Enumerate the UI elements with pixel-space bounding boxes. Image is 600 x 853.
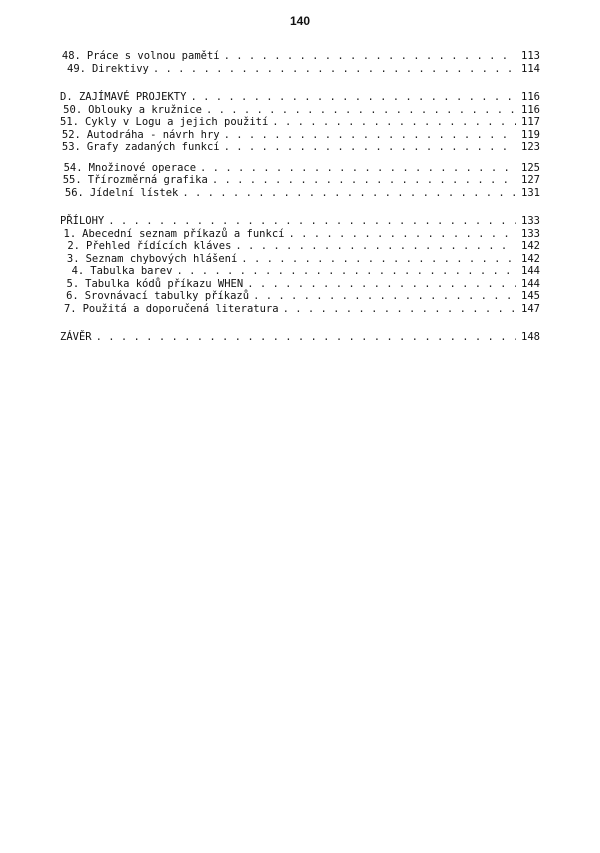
entry-page: 144 xyxy=(521,277,540,290)
dot-leader xyxy=(220,141,516,154)
entry-number: 52. xyxy=(61,128,81,141)
entry-title: Srovnávací tabulky příkazů xyxy=(84,290,250,302)
entry-page: 123 xyxy=(521,141,540,153)
table-of-contents xyxy=(60,50,540,344)
entry-title: Jídelní lístek xyxy=(89,186,179,199)
dot-leader xyxy=(249,290,516,303)
entry-page: 117 xyxy=(521,116,540,128)
toc-entry xyxy=(60,187,540,200)
entry-page: 133 xyxy=(521,227,540,240)
entry-number: 6. xyxy=(66,290,79,302)
entry-page: 131 xyxy=(521,186,540,199)
dot-leader xyxy=(268,116,516,129)
entry-title: Grafy zadaných funkcí xyxy=(86,141,220,153)
entry-page: 113 xyxy=(521,50,540,62)
toc-entry xyxy=(60,228,540,241)
entry-number: 1. xyxy=(63,227,77,240)
toc-entry xyxy=(60,162,540,175)
entry-title: Přehled řídících kláves xyxy=(86,240,232,252)
entry-page: 127 xyxy=(521,174,540,186)
entry-title: Tabulka kódů příkazu WHEN xyxy=(85,277,244,290)
dot-leader xyxy=(104,215,516,228)
dot-leader xyxy=(196,162,516,175)
entry-number: 50. xyxy=(63,103,83,116)
toc-entry xyxy=(60,278,540,291)
dot-leader xyxy=(172,265,516,278)
toc-entry xyxy=(60,129,540,142)
dot-leader xyxy=(279,303,516,316)
entry-title: Tabulka barev xyxy=(90,265,173,277)
dot-leader xyxy=(202,104,516,117)
entry-page: 142 xyxy=(521,240,540,252)
section-heading xyxy=(60,215,540,228)
entry-title: Abecední seznam příkazů a funkcí xyxy=(82,227,285,240)
entry-number: 4. xyxy=(71,265,85,277)
toc-entry xyxy=(60,50,540,63)
toc-entry xyxy=(60,240,540,253)
entry-title: Práce s volnou pamětí xyxy=(86,50,220,62)
toc-entry xyxy=(60,116,540,129)
section-title: ZÁVĚR xyxy=(60,331,92,343)
section-heading xyxy=(60,331,540,344)
entry-page: 125 xyxy=(521,161,540,174)
toc-entry xyxy=(60,141,540,154)
dot-leader xyxy=(220,50,516,63)
toc-entry xyxy=(60,290,540,303)
entry-title: Cykly v Logu a jejich použití xyxy=(84,116,269,128)
entry-number: 49. xyxy=(67,62,86,75)
entry-title: Oblouky a kružnice xyxy=(88,103,202,116)
dot-leader xyxy=(186,91,516,104)
toc-entry xyxy=(60,265,540,278)
section-page: 116 xyxy=(521,91,540,103)
entry-title: Použitá a doporučená literatura xyxy=(82,302,279,315)
entry-number: 51. xyxy=(60,116,79,128)
dot-leader xyxy=(237,253,516,266)
dot-leader xyxy=(149,63,516,76)
dot-leader xyxy=(92,331,516,344)
entry-number: 56. xyxy=(64,186,84,199)
entry-title: Třírozměrná grafika xyxy=(87,174,208,186)
entry-title: Seznam chybových hlášení xyxy=(85,252,238,265)
dot-leader xyxy=(208,174,516,187)
dot-leader xyxy=(231,240,516,253)
entry-page: 142 xyxy=(521,252,540,265)
entry-number: 5. xyxy=(66,277,80,290)
dot-leader xyxy=(284,228,516,241)
entry-number: 3. xyxy=(66,252,80,265)
dot-leader xyxy=(178,187,516,200)
entry-number: 2. xyxy=(67,240,80,252)
entry-page: 119 xyxy=(521,128,540,141)
section-title: D. ZAJÍMAVÉ PROJEKTY xyxy=(60,91,187,103)
entry-number: 7. xyxy=(63,302,77,315)
dot-leader xyxy=(243,278,516,291)
entry-page: 144 xyxy=(521,265,540,277)
section-title: PŘÍLOHY xyxy=(60,215,105,227)
entry-page: 114 xyxy=(521,62,540,75)
entry-page: 116 xyxy=(521,103,540,116)
entry-number: 48. xyxy=(61,50,81,62)
entry-number: 54. xyxy=(63,161,83,174)
section-page: 148 xyxy=(521,331,540,343)
entry-number: 55. xyxy=(62,174,82,186)
entry-number: 53. xyxy=(61,141,81,153)
section-page: 133 xyxy=(521,215,540,227)
entry-title: Množinové operace xyxy=(88,161,197,174)
entry-page: 145 xyxy=(521,290,540,302)
dot-leader xyxy=(220,129,516,142)
section-heading xyxy=(60,91,540,104)
entry-title: Direktivy xyxy=(91,62,149,75)
entry-title: Autodráha - návrh hry xyxy=(86,128,220,141)
toc-entry xyxy=(60,63,540,76)
toc-entry xyxy=(60,303,540,316)
toc-entry xyxy=(60,253,540,266)
entry-page: 147 xyxy=(521,302,540,315)
page-number: 140 xyxy=(289,14,311,28)
toc-entry xyxy=(60,104,540,117)
toc-entry xyxy=(60,174,540,187)
